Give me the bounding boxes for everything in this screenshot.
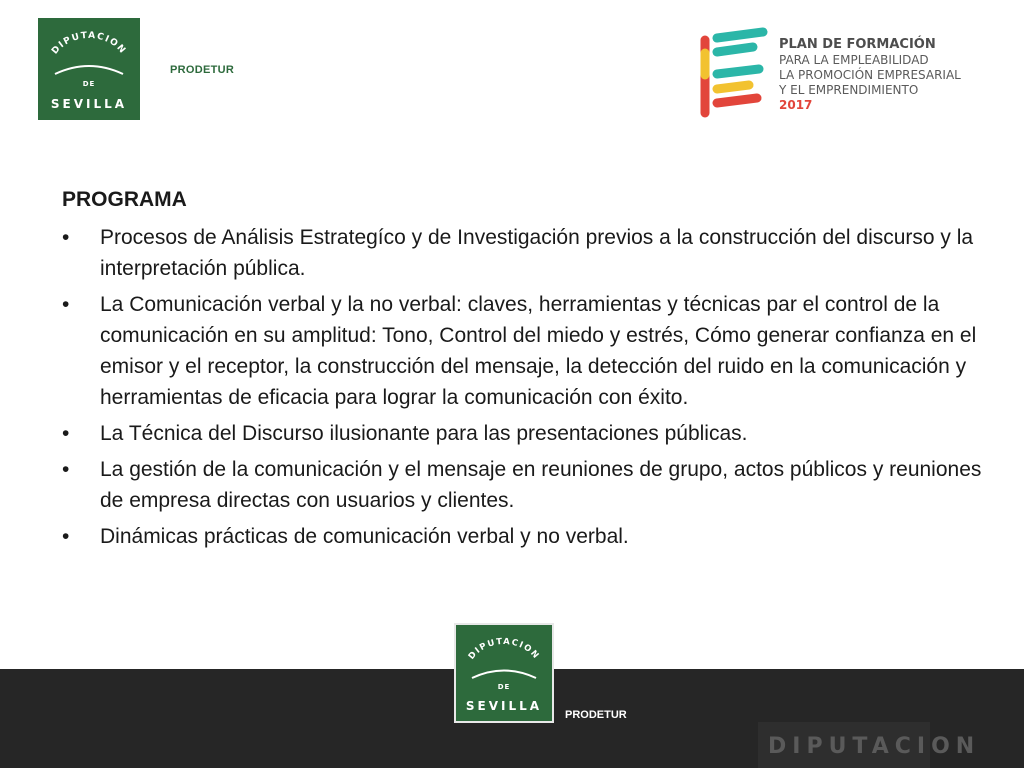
prodetur-label: PRODETUR bbox=[170, 64, 235, 76]
bullet-icon: • bbox=[62, 293, 70, 316]
list-item-text: Procesos de Análisis Estrategíco y de Investigación previos a la construcción del discurso y la interpretación pública. bbox=[100, 226, 974, 280]
plan-year: 2017 bbox=[779, 98, 813, 112]
list-item-text: La Comunicación verbal y la no verbal: claves, herramientas y técnicas par el control de la comunicación en su amplitud: Tono, Control del miedo y estrés, Cómo generar confianza en el emisor y el receptor, la construcción del mensaje, la detección del ruido en la comunicación y herramientas de eficacia para lograr la comunicación con éxito. bbox=[100, 293, 977, 409]
programa-section bbox=[62, 186, 982, 557]
plan-line-3: LA PROMOCIÓN EMPRESARIAL bbox=[779, 68, 961, 82]
footer-prodetur-label: PRODETUR bbox=[565, 709, 627, 721]
list-item-text: La gestión de la comunicación y el mensaje en reuniones de grupo, actos públicos y reuniones de empresa directas con usuarios y clientes. bbox=[100, 458, 982, 512]
list-item bbox=[62, 454, 982, 516]
list-item bbox=[62, 289, 982, 413]
svg-text:DIPUTACION bbox=[467, 637, 542, 662]
partial-logo-text: DIPUTACION bbox=[768, 734, 981, 759]
programa-heading: PROGRAMA bbox=[62, 188, 187, 211]
footer-logo-arc-text: DIPUTACION bbox=[466, 636, 542, 662]
svg-text:DIPUTACION bbox=[50, 31, 128, 57]
list-item bbox=[62, 521, 982, 552]
diputacion-sevilla-logo bbox=[38, 18, 140, 120]
footer-diputacion-logo bbox=[454, 623, 554, 723]
plan-line-4: Y EL EMPRENDIMIENTO bbox=[779, 83, 919, 97]
logo-arc-text: DIPUTACION bbox=[50, 30, 128, 57]
bullet-icon: • bbox=[62, 422, 70, 445]
bullet-icon: • bbox=[62, 458, 70, 481]
footer-logo-name: SEVILLA bbox=[465, 699, 543, 713]
list-item bbox=[62, 222, 982, 284]
list-item-text: Dinámicas prácticas de comunicación verbal y no verbal. bbox=[100, 525, 629, 548]
list-item-text: La Técnica del Discurso ilusionante para las presentaciones públicas. bbox=[100, 422, 748, 445]
programa-list bbox=[62, 222, 982, 552]
plan-title: PLAN DE FORMACIÓN bbox=[779, 37, 936, 52]
logo-name: SEVILLA bbox=[50, 97, 128, 111]
footer-partial-logo bbox=[758, 722, 981, 768]
footer-logo-de: DE bbox=[497, 683, 511, 691]
plan-emblem-icon bbox=[695, 25, 775, 125]
bullet-icon: • bbox=[62, 525, 70, 548]
plan-line-2: PARA LA EMPLEABILIDAD bbox=[779, 53, 929, 67]
plan-formacion-logo bbox=[695, 25, 985, 125]
logo-de: DE bbox=[82, 80, 96, 88]
list-item bbox=[62, 418, 982, 449]
bullet-icon: • bbox=[62, 226, 70, 249]
